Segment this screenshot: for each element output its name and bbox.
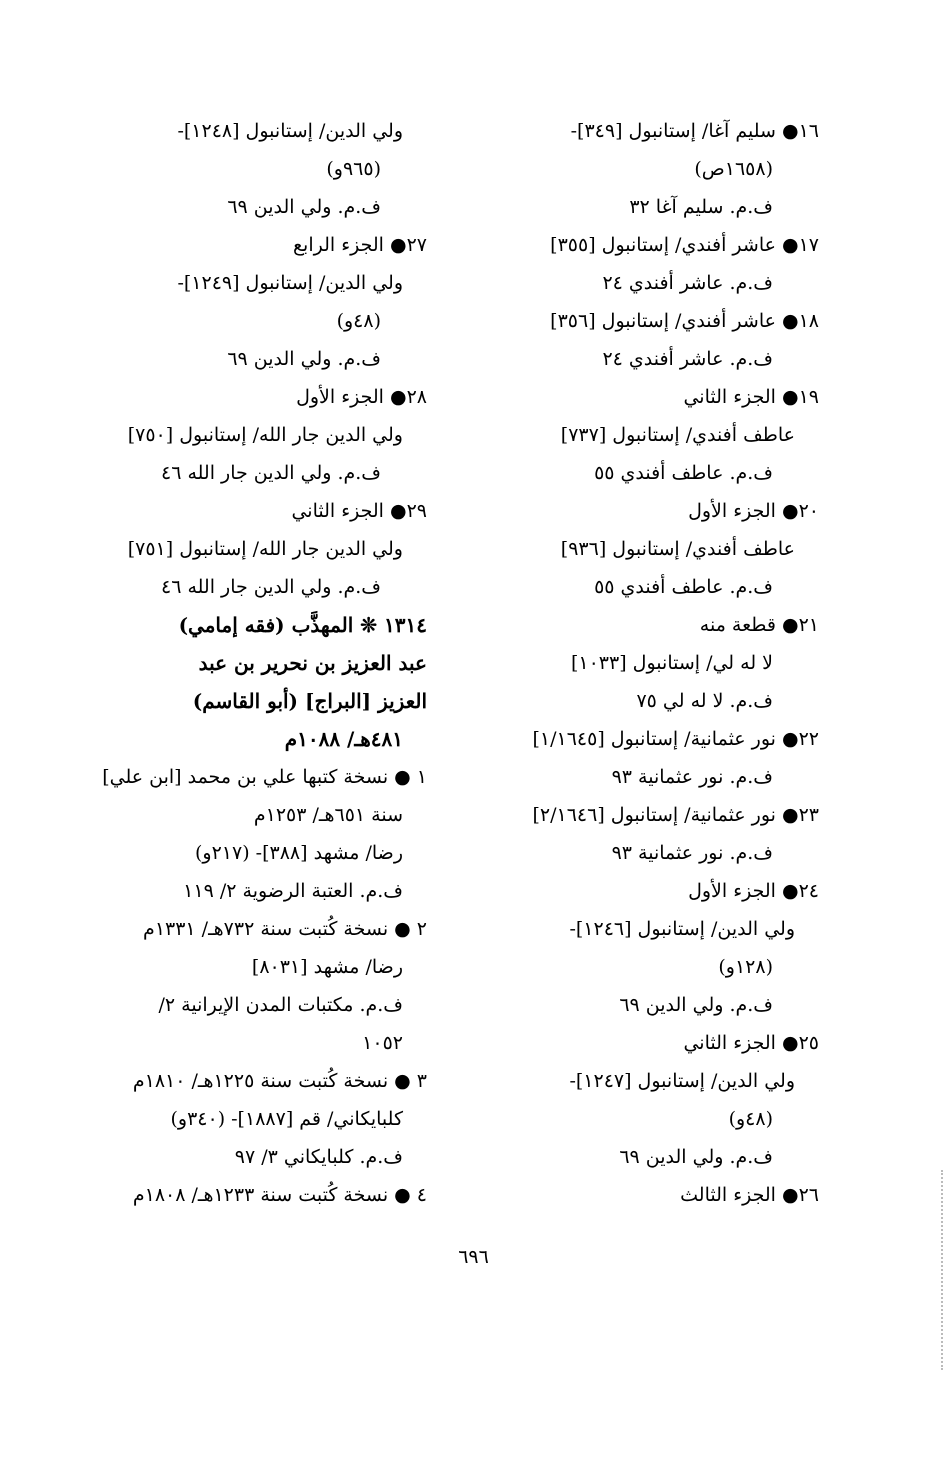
text-line: عاطف أفندي/ إستانبول [٧٣٧] [560,424,795,446]
page-number: ٦٩٦ [458,1246,489,1268]
text-line: العزيز [البراج] (أبو القاسم) [192,689,427,713]
text-line: ف.م. ولي الدين جار الله ٤٦ [160,576,381,598]
text-line: عبد العزيز بن نحرير بن عبد [198,651,427,675]
text-line: ف.م. ولي الدين ٦٩ [227,348,381,370]
text-line: ولي الدين/ إستانبول [١٢٤٧]- [569,1070,795,1092]
text-line: لا له لي/ إستانبول [١٠٣٣] [570,652,773,674]
text-line: ٤ ● نسخة كُتبت سنة ١٢٣٣هـ/ ١٨٠٨م [132,1184,427,1206]
text-line: ١ ● نسخة كتبها علي بن محمد [ابن علي] [102,766,427,788]
text-line: ف.م. ولي الدين ٦٩ [227,196,381,218]
text-line: كلبايكاني/ قم [١٨٨٧]- (٣٤٠و) [170,1108,403,1130]
text-line: ولي الدين جار الله/ إستانبول [٧٥١] [127,538,403,560]
text-line: ١٠٥٢ [362,1032,403,1054]
text-line: ٤٨١هـ/ ١٠٨٨م [284,727,403,751]
text-line: رضا/ مشهد [٣٨٨]- (٢١٧و) [195,842,403,864]
text-line: ولي الدين جار الله/ إستانبول [٧٥٠] [127,424,403,446]
text-line: ١٩● الجزء الثاني [683,386,819,408]
text-line: ٣ ● نسخة كُتبت سنة ١٢٢٥هـ/ ١٨١٠م [132,1070,427,1092]
text-line: ف.م. مكتبات المدن الإيرانية ٢/ [158,994,403,1016]
text-line: (٩٦٥و) [326,158,381,180]
text-line: ف.م. عاطف أفندي ٥٥ [594,576,773,598]
text-line: ف.م. العتبة الرضوية ٢/ ١١٩ [183,880,403,902]
text-line: ١٧● عاشر أفندي/ إستانبول [٣٥٥] [550,234,819,256]
text-line: ف.م. عاطف أفندي ٥٥ [594,462,773,484]
text-line: ف.م. كلبايكاني ٣/ ٩٧ [234,1146,403,1168]
text-line: ف.م. نور عثمانية ٩٣ [611,766,773,788]
text-line: ف.م. نور عثمانية ٩٣ [611,842,773,864]
text-line: ٢٥● الجزء الثاني [683,1032,819,1054]
left-column [82,112,427,1214]
text-line: ٢٩● الجزء الثاني [291,500,427,522]
text-line: ف.م. ولي الدين ٦٩ [619,1146,773,1168]
text-line: ٢١● قطعة منه [699,614,819,636]
text-line: ١٣١٤ ❊ المهذَّب (فقه إمامي) [178,613,427,637]
scan-edge-marks [939,1170,943,1370]
text-line: ٢٨● الجزء الأول [296,386,427,408]
text-line: ٢٦● الجزء الثالث [680,1184,819,1206]
text-line: ف.م. ولي الدين ٦٩ [619,994,773,1016]
text-line: ١٦● سليم آغا/ إستانبول [٣٤٩]- [570,120,819,142]
text-line: (٤٨و) [728,1108,773,1130]
text-line: ولي الدين/ إستانبول [١٢٤٦]- [569,918,795,940]
text-line: ف.م. ولي الدين جار الله ٤٦ [160,462,381,484]
text-line: ٢٢● نور عثمانية/ إستانبول [١/١٦٤٥] [532,728,819,750]
text-line: (١٢٨و) [718,956,773,978]
text-line: ٢ ● نسخة كُتبت سنة ٧٣٢هـ/ ١٣٣١م [143,918,427,940]
text-line: (٤٨و) [336,310,381,332]
text-line: ٢٧● الجزء الرابع [292,234,427,256]
text-line: رضا/ مشهد [٨٠٣١] [251,956,403,978]
text-line: عاطف أفندي/ إستانبول [٩٣٦] [560,538,795,560]
text-line: ٢٤● الجزء الأول [688,880,819,902]
text-line: ٢٠● الجزء الأول [688,500,819,522]
text-line: سنة ٦٥١هـ/ ١٢٥٣م [253,804,403,826]
text-line: ف.م. عاشر أفندي ٢٤ [602,272,773,294]
text-line: ف.م. سليم آغا ٣٢ [629,196,773,218]
text-line: ولي الدين/ إستانبول [١٢٤٩]- [177,272,403,294]
text-line: ١٨● عاشر أفندي/ إستانبول [٣٥٦] [550,310,819,332]
text-line: ولي الدين/ إستانبول [١٢٤٨]- [177,120,403,142]
right-column [479,112,819,1214]
text-line: ٢٣● نور عثمانية/ إستانبول [٢/١٦٤٦] [532,804,819,826]
text-line: (١٦٥٨ص) [694,158,773,180]
text-line: ف.م. لا له لي ٧٥ [636,690,773,712]
text-line: ف.م. عاشر أفندي ٢٤ [602,348,773,370]
